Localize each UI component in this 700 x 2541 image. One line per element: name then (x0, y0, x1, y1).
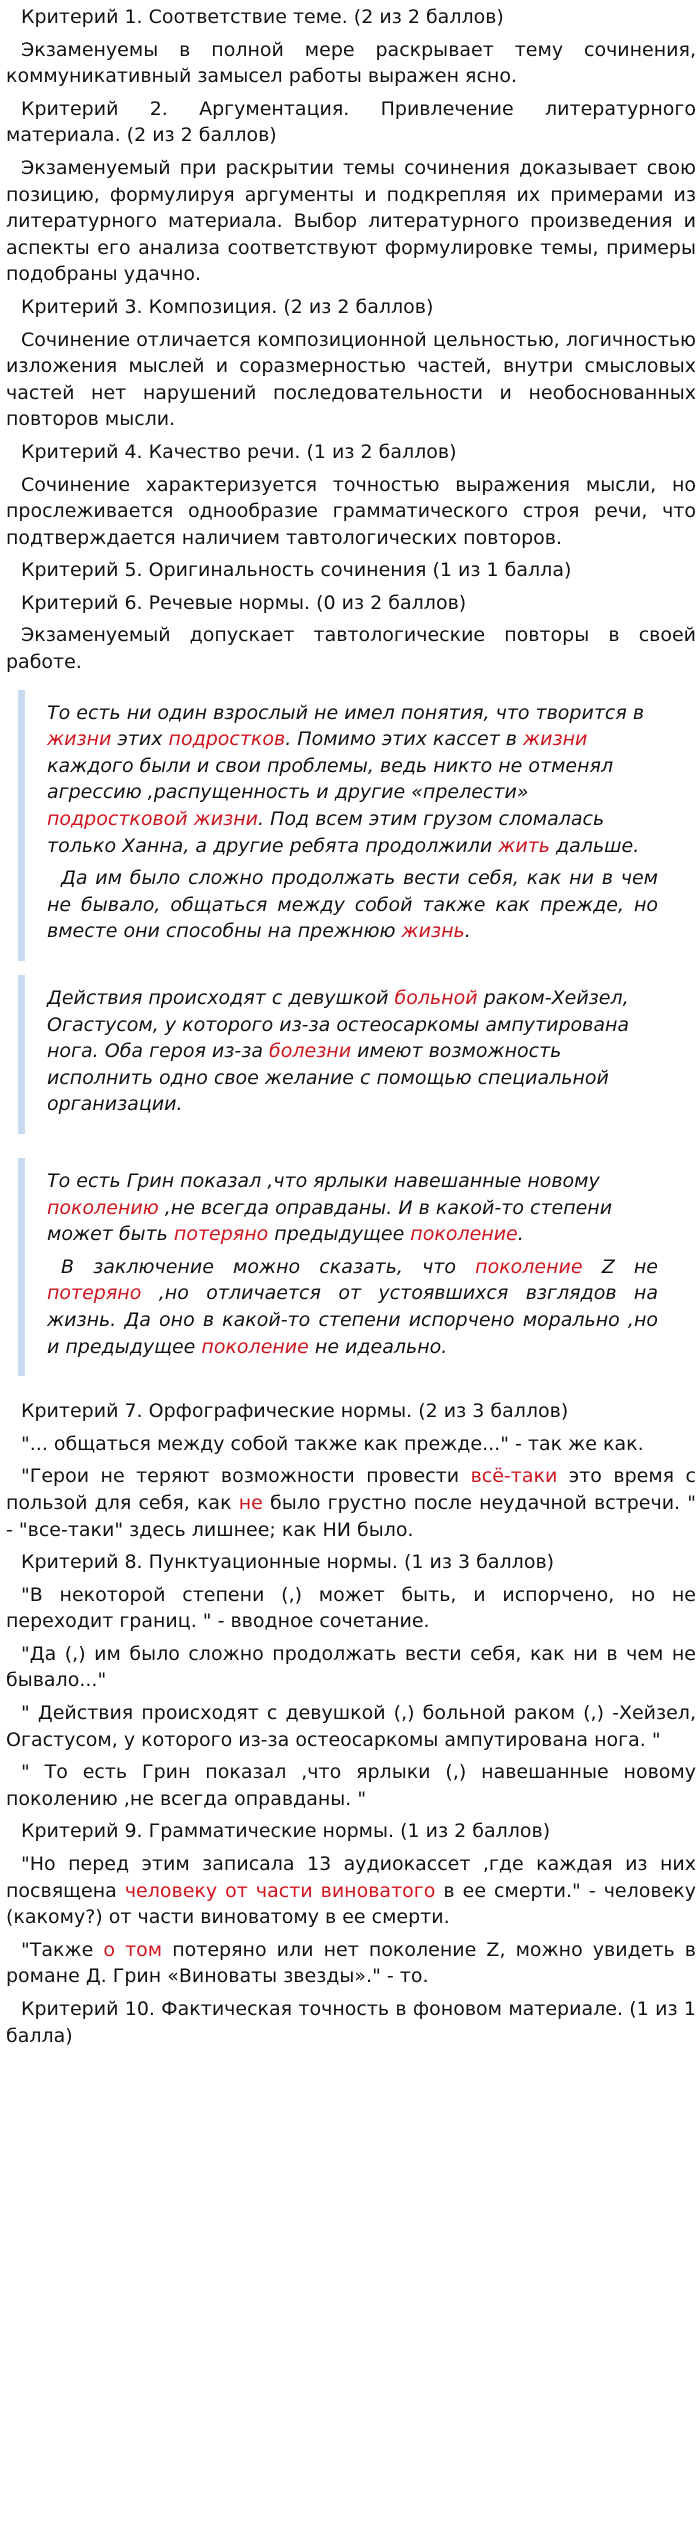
quote-text: . Помимо этих кассет в (285, 728, 524, 751)
criterion-1-title: Критерий 1. Соответствие теме. (2 из 2 баллов) (21, 6, 504, 28)
highlighted-word: подростков (168, 728, 286, 751)
item-text: потеряно или нет поколение Z, можно увидеть в романе Д. Грин «Виноваты звезды»." - то. (6, 1938, 696, 1988)
criterion-5-title: Критерий 5. Оригинальность сочинения (1 из 1 балла) (21, 559, 572, 582)
criterion-6-title: Критерий 6. Речевые нормы. (0 из 2 баллов) (21, 591, 467, 614)
criterion-8-item-2: "Да (,) им было сложно продолжать вести себя, как ни в чем не бывало..." (6, 1642, 696, 1692)
criterion-4-text: Сочинение характеризуется точностью выражения мысли, но прослеживается однообразие грамматического строя речи, что подтверждается наличием тавтологических повторов. (6, 473, 696, 549)
criterion-9-item-2 (6, 1937, 696, 1990)
item-text: "Также (21, 1938, 104, 1961)
item-text: это время с пользой для себя, как (6, 1465, 696, 1514)
quote-text: ,но отличается от устоявшихся взглядов на жизнь. Да оно в какой-то степени испорчено морально ,но и предыдущее (47, 1282, 658, 1358)
highlighted-word: поколению (47, 1196, 159, 1219)
item-text: "Герои не теряют возможности провести (21, 1465, 471, 1488)
quote-1-paragraph-1 (47, 700, 658, 860)
criterion-10-title: Критерий 10. Фактическая точность в фоновом материале. (1 из 1 балла) (6, 1998, 696, 2047)
highlighted-error: всё-таки (470, 1465, 558, 1488)
highlighted-word: поколение (410, 1223, 518, 1246)
quote-text: имеют возможность исполнить одно свое желание с помощью специальной организации. (47, 1040, 609, 1116)
essay-quote-2 (18, 975, 696, 1134)
criterion-3-text: Сочинение отличается композиционной цельностью, логичностью изложения мыслей и соразмерностью частей, внутри смысловых частей нет нарушений последовательности и необоснованных повторов мысли. (6, 328, 696, 431)
highlighted-error: о том (103, 1938, 163, 1961)
item-text: в ее смерти." - человеку (какому?) от части виноватому в ее смерти. (6, 1879, 696, 1929)
criterion-3-title: Критерий 3. Композиция. (2 из 2 баллов) (21, 295, 434, 318)
highlighted-word: больной (394, 987, 478, 1009)
quote-text: . (517, 1223, 524, 1246)
criterion-2-title: Критерий 2. Аргументация. Привлечение литературного материала. (2 из 2 баллов) (6, 97, 696, 147)
quote-text: То есть ни один взрослый не имел понятия, что творится в (47, 701, 645, 724)
criterion-8-item-4: " То есть Грин показал ,что ярлыки (,) навешанные новому поколению ,не всегда оправданы. " (6, 1761, 696, 1810)
essay-quote-1 (18, 690, 696, 961)
criterion-9-item-1 (6, 1851, 696, 1931)
criterion-7-item-2 (6, 1463, 696, 1543)
highlighted-word: поколение (201, 1335, 309, 1358)
quote-text: Z не (582, 1255, 659, 1278)
highlighted-word: потеряно (173, 1223, 269, 1246)
criterion-9-title: Критерий 9. Грамматические нормы. (1 из 2 баллов) (21, 1820, 551, 1843)
highlighted-word: поколение (475, 1255, 583, 1278)
criterion-7-title: Критерий 7. Орфографические нормы. (2 из 3 баллов) (21, 1400, 569, 1423)
quote-3-paragraph-1 (47, 1168, 658, 1248)
criterion-8-title: Критерий 8. Пунктуационные нормы. (1 из 3 баллов) (21, 1551, 555, 1574)
quote-text: дальше. (549, 834, 640, 857)
highlighted-word: жизнь (401, 920, 465, 943)
quote-text: не идеально. (308, 1335, 448, 1358)
item-text: было грустно после неудачной встречи. " - "все-таки" здесь лишнее; как НИ было. (6, 1491, 696, 1541)
quote-text: каждого были и свои проблемы, ведь никто не отменял агрессию ,распущенность и другие «прелести» (47, 754, 614, 804)
quote-text: ,не всегда оправданы. И в какой-то степени может быть (47, 1196, 613, 1246)
quote-1-paragraph-2 (47, 865, 658, 945)
essay-quote-3 (18, 1158, 696, 1376)
highlighted-error: человеку от части виноватого (124, 1879, 436, 1902)
quote-3-paragraph-2 (47, 1254, 658, 1360)
quote-text: В заключение можно сказать, что (61, 1255, 476, 1278)
highlighted-word: болезни (269, 1040, 352, 1063)
criterion-1-text: Экзаменуемы в полной мере раскрывает тему сочинения, коммуникативный замысел работы выражен ясно. (6, 38, 696, 88)
quote-text: То есть Грин показал ,что ярлыки навешанные новому (47, 1169, 600, 1192)
quote-2-paragraph-1 (47, 985, 658, 1118)
highlighted-error: не (238, 1491, 263, 1514)
criterion-7-item-1: "... общаться между собой также как прежде..." - так же как. (21, 1432, 644, 1455)
highlighted-word: жить (498, 834, 550, 857)
quote-text: предыдущее (268, 1223, 411, 1246)
criterion-2-text: Экзаменуемый при раскрытии темы сочинения доказывает свою позицию, формулируя аргументы и подкрепляя их примерами из литературного материала. Выбор литературного произведения и аспекты его анализа соответствуют формулировке темы, примеры подобраны удачно. (6, 156, 696, 286)
criterion-6-text: Экзаменуемый допускает тавтологические повторы в своей работе. (6, 624, 696, 674)
quote-text: Действия происходят с девушкой (47, 987, 395, 1009)
criterion-8-item-3: " Действия происходят с девушкой (,) больной раком (,) -Хейзел, Огастусом, у которого из-за остеосаркомы ампутирована нога. " (6, 1702, 696, 1751)
highlighted-word: жизни (47, 728, 112, 751)
criterion-8-item-1: "В некоторой степени (,) может быть, и испорчено, но не переходит границ. " - вводное сочетание. (6, 1583, 696, 1633)
quote-text: этих (111, 728, 169, 751)
highlighted-word: потеряно (47, 1282, 142, 1305)
item-text: "Но перед этим записала 13 аудиокассет ,где каждая из них посвящена (6, 1853, 696, 1902)
quote-text: . Под всем этим грузом сломалась только Ханна, а другие ребята продолжили (47, 808, 605, 857)
quote-text: . (464, 920, 471, 943)
criterion-4-title: Критерий 4. Качество речи. (1 из 2 баллов) (21, 440, 457, 463)
highlighted-word: подростковой жизни (47, 808, 259, 831)
quote-text: раком-Хейзел, Огастусом, у которого из-за остеосаркомы ампутирована нога. Оба героя из-за (47, 987, 630, 1063)
highlighted-word: жизни (523, 728, 588, 751)
quote-text: Да им было сложно продолжать вести себя, как ни в чем не бывало, общаться между собой также как прежде, но вместе они способны на прежнюю (47, 867, 658, 943)
